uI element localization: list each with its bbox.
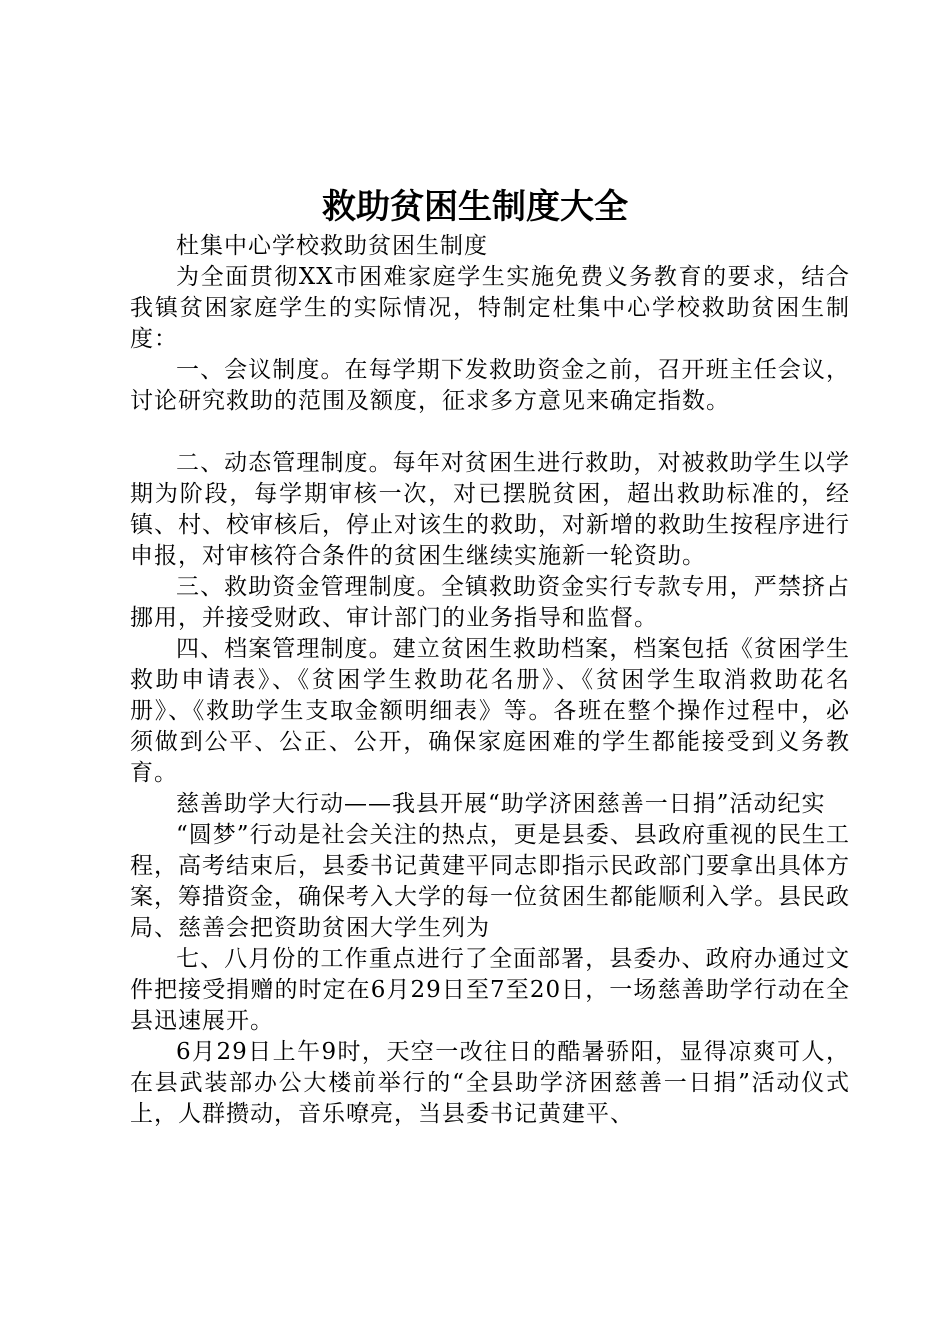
paragraph-archive-management: 四、档案管理制度。建立贫困生救助档案，档案包括《贫困学生救助申请表》、《贫困学生救助花名册》、《贫困学生取消救助花名册》、《救助学生支取金额明细表》等。各班在整个操作过程中，必须做到公平、公正、公开，确保家庭困难的学生都能接受到义务教育。: [130, 636, 850, 786]
paragraph-dream-action: “圆梦”行动是社会关注的热点，更是县委、县政府重视的民生工程，高考结束后，县委书记黄建平同志即指示民政部门要拿出具体方案，筹措资金，确保考入大学的每一位贫困生都能顺利入学。县民政局、慈善会把资助贫困大学生列为: [130, 822, 850, 941]
paragraph-school-heading: 杜集中心学校救助贫困生制度: [176, 233, 488, 259]
paragraph-intro: 为全面贯彻XX市困难家庭学生实施免费义务教育的要求，结合我镇贫困家庭学生的实际情况，特制定杜集中心学校救助贫困生制度：: [130, 264, 850, 352]
paragraph-fund-management: 三、救助资金管理制度。全镇救助资金实行专款专用，严禁挤占挪用，并接受财政、审计部门的业务指导和监督。: [130, 574, 850, 631]
paragraph-charity-heading: 慈善助学大行动——我县开展“助学济困慈善一日捐”活动纪实: [176, 791, 826, 817]
paragraph-june-29: 6月29日上午9时，天空一改往日的酷暑骄阳，显得凉爽可人，在县武装部办公大楼前举行的“全县助学济困慈善一日捐”活动仪式上，人群攒动，音乐嘹亮，当县委书记黄建平、: [130, 1039, 850, 1127]
paragraph-meeting-system: 一、会议制度。在每学期下发救助资金之前，召开班主任会议，讨论研究救助的范围及额度，征求多方意见来确定指数。: [130, 357, 850, 414]
paragraph-dynamic-management: 二、动态管理制度。每年对贫困生进行救助，对被救助学生以学期为阶段，每学期审核一次，对已摆脱贫困，超出救助标准的，经镇、村、校审核后，停止对该生的救助，对新增的救助生按程序进行申报，对审核符合条件的贫困生继续实施新一轮资助。: [130, 450, 850, 569]
paragraph-july-august: 七、八月份的工作重点进行了全面部署，县委办、政府办通过文件把接受捐赠的时定在6月29日至7至20日，一场慈善助学行动在全县迅速展开。: [130, 946, 850, 1034]
document-title: 救助贫困生制度大全: [322, 187, 628, 227]
document-body: [130, 231, 850, 1130]
